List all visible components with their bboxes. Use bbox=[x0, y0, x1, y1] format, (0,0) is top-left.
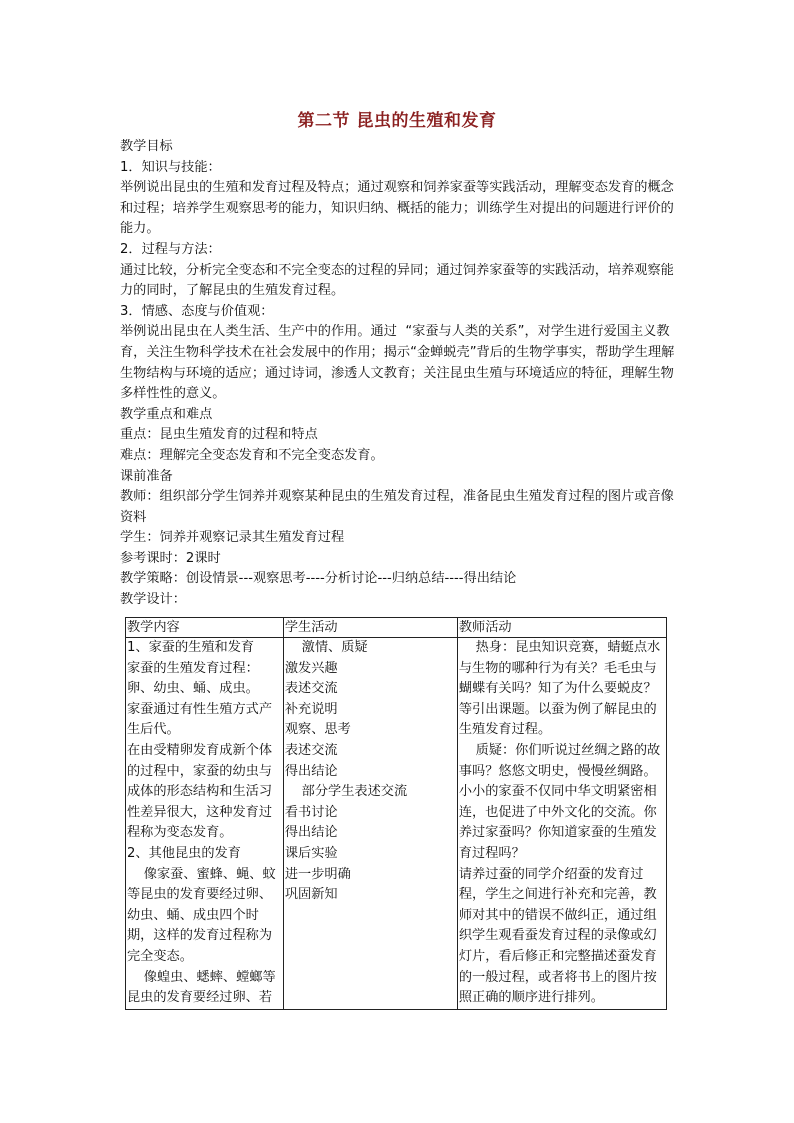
content-line: 2、其他昆虫的发育 bbox=[127, 845, 241, 861]
heading-design: 教学设计： bbox=[120, 592, 186, 608]
heading-key-points: 教学重点和难点 bbox=[120, 406, 213, 422]
content-line: 1、家蚕的生殖和发育 bbox=[127, 640, 255, 655]
paragraph-attitude-values: 举例说出昆虫在人类生活、生产中的作用。通过 “家蚕与人类的关系”，对学生进行爱国主义教育，关注生物科学技术在社会发展中的作用；揭示“金蝉蜕壳”背后的生物学事实，帮助学生理解生物结构与环境的适应；通过诗词，渗透人文教育；关注昆虫生殖与环境适应的特征，理解生物多样性性的意义。 bbox=[120, 324, 675, 402]
heading-attitude-values: 3．情感、态度与价值观： bbox=[120, 303, 274, 319]
activity-line: 部分学生表述交流 bbox=[284, 784, 408, 800]
header-teaching-content: 教学内容 bbox=[126, 618, 284, 638]
paragraph-knowledge-skills: 举例说出昆虫的生殖和发育过程及特点；通过观察和饲养家蚕等实践活动，理解变态发育的概念和过程；培养学生观察思考的能力，知识归纳、概括的能力；训练学生对提出的问题进行评价的能力。 bbox=[120, 180, 674, 237]
header-teacher-activity: 教师活动 bbox=[457, 618, 666, 638]
activity-line: 表述交流 bbox=[284, 742, 338, 758]
paragraph-process-method: 通过比较，分析完全变态和不完全变态的过程的异同；通过饲养家蚕等的实践活动，培养观察能力的同时，了解昆虫的生殖发育过程。 bbox=[120, 262, 674, 299]
cell-student-activity bbox=[283, 638, 457, 1010]
teacher-line: 请养过蚕的同学介绍蚕的发育过程，学生之间进行补充和完善，教师对其中的错误不做纠正，通过组织学生观看蚕发育过程的录像或幻灯片，看后修正和完整描述蚕发育的一般过程，或者将书上的图片按照正确的顺序进行排列。 bbox=[458, 866, 657, 1006]
teacher-line: 质疑：你们听说过丝绸之路的故事吗？悠悠文明史，慢慢丝绸路。小小的家蚕不仅同中华文明紧密相连，也促进了中外文化的交流。你养过家蚕吗？你知道家蚕的生殖发育过程吗？ bbox=[458, 742, 661, 861]
lesson-design-table-wrap bbox=[125, 617, 667, 1010]
heading-knowledge-skills: 1．知识与技能： bbox=[120, 159, 221, 175]
activity-line: 得出结论 bbox=[284, 763, 338, 779]
table-header-row bbox=[126, 618, 667, 638]
content-line: 在由受精卵发育成新个体的过程中，家蚕的幼虫与成体的形态结构和生活习性差异很大，这种发育过程称为变态发育。 bbox=[127, 742, 273, 841]
content-line: 家蚕的生殖发育过程：卵、幼虫、蛹、成虫。 bbox=[127, 660, 259, 697]
activity-line: 激发兴趣 bbox=[284, 660, 338, 676]
paragraph-class-hours: 参考课时：2课时 bbox=[120, 550, 221, 566]
teacher-line: 热身：昆虫知识竞赛，蜻蜓点水与生物的哪种行为有关？毛毛虫与蝴蝶有关吗？知了为什么要蜕皮？等引出课题。以蚕为例了解昆虫的生殖发育过程。 bbox=[458, 640, 661, 738]
lesson-plan-body bbox=[120, 137, 680, 611]
paragraph-strategy: 教学策略：创设情景---观察思考----分析讨论---归纳总结----得出结论 bbox=[120, 571, 517, 587]
activity-line: 课后实验 bbox=[284, 845, 338, 861]
activity-line: 补充说明 bbox=[284, 701, 338, 717]
lesson-design-table bbox=[125, 617, 667, 1010]
activity-line: 巩固新知 bbox=[284, 887, 338, 903]
activity-line: 激情、质疑 bbox=[284, 640, 368, 655]
cell-teacher-activity bbox=[457, 638, 666, 1010]
activity-line: 进一步明确 bbox=[284, 866, 351, 882]
paragraph-key-point: 重点：昆虫生殖发育的过程和特点 bbox=[120, 427, 318, 443]
activity-line: 看书讨论 bbox=[284, 804, 338, 820]
activity-line: 观察、思考 bbox=[284, 722, 351, 738]
content-line: 像蝗虫、蟋蟀、螳螂等昆虫的发育要经过卵、若 bbox=[127, 969, 276, 1006]
cell-teaching-content bbox=[126, 638, 284, 1010]
table-row bbox=[126, 638, 667, 1010]
page-title: 第二节 昆虫的生殖和发育 bbox=[297, 111, 497, 131]
activity-line: 表述交流 bbox=[284, 681, 338, 697]
header-student-activity: 学生活动 bbox=[283, 618, 457, 638]
content-line: 家蚕通过有性生殖方式产生后代。 bbox=[127, 701, 273, 738]
paragraph-difficulty: 难点：理解完全变态发育和不完全变态发育。 bbox=[120, 447, 384, 463]
paragraph-teacher-prep: 教师：组织部分学生饲养并观察某种昆虫的生殖发育过程，准备昆虫生殖发育过程的图片或音像资料 bbox=[120, 489, 674, 525]
paragraph-student-prep: 学生：饲养并观察记录其生殖发育过程 bbox=[120, 530, 345, 546]
activity-line: 得出结论 bbox=[284, 825, 338, 841]
heading-teaching-goals: 教学目标 bbox=[120, 139, 173, 154]
heading-preparation: 课前准备 bbox=[120, 468, 173, 484]
content-line: 像家蚕、蜜蜂、蝇、蚊等昆虫的发育要经过卵、幼虫、蛹、成虫四个时期，这样的发育过程称为完全变态。 bbox=[127, 866, 276, 964]
heading-process-method: 2．过程与方法： bbox=[120, 241, 221, 257]
